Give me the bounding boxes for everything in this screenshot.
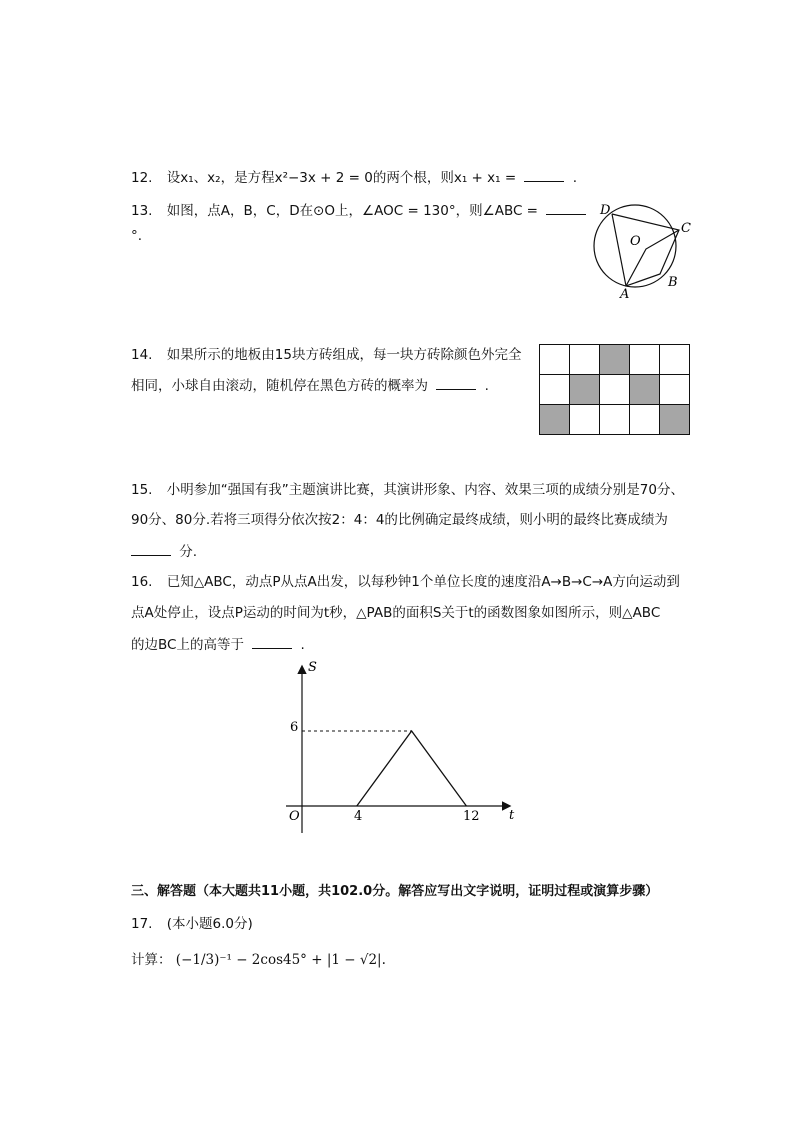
x-tick-12: 12	[463, 809, 480, 824]
question-14-line-2	[131, 374, 489, 394]
question-text: 设x₁、x₂，是方程x²−3x + 2 = 0的两个根，则x₁ + x₁ =	[166, 170, 517, 186]
question-12	[131, 166, 577, 186]
tile-dark	[660, 405, 690, 435]
question-16-line-2: 点A处停止，设点P运动的时间为t秒，△PAB的面积S关于t的函数图象如图所示，则△ABC	[131, 605, 661, 621]
question-line-3-text: 的边BC上的高等于	[131, 637, 244, 653]
tile-dark	[600, 345, 630, 375]
label-O: O	[630, 234, 641, 249]
question-tail: 分.	[179, 544, 198, 560]
question-score: (本小题6.0分)	[166, 916, 253, 932]
question-number: 17.	[131, 916, 153, 932]
answer-blank[interactable]	[436, 377, 476, 390]
answer-blank[interactable]	[252, 636, 292, 649]
x-tick-4: 4	[354, 809, 363, 824]
tile-light	[660, 345, 690, 375]
function-graph	[276, 655, 526, 835]
question-17	[131, 912, 253, 932]
tile-light	[600, 375, 630, 405]
tile-light	[570, 405, 600, 435]
label-C: C	[681, 221, 691, 236]
expression: (−1/3)⁻¹ − 2cos45° + |1 − √2|.	[175, 952, 386, 968]
expression-prefix: 计算：	[131, 952, 172, 968]
question-13-degree: °.	[131, 228, 143, 244]
tile-dark	[540, 405, 570, 435]
tile-light	[600, 405, 630, 435]
question-13	[131, 199, 590, 219]
question-line-2-text: 相同，小球自由滚动，随机停在黑色方砖的概率为	[131, 378, 428, 394]
series-line	[357, 731, 467, 806]
circle-figure	[590, 200, 700, 300]
question-tail: .	[572, 170, 578, 186]
question-14	[131, 343, 521, 363]
section-title: 三、解答题（本大题共11小题，共102.0分。解答应写出文字说明，证明过程或演算步骤）	[131, 884, 659, 899]
tile-light	[570, 345, 600, 375]
tile-grid	[538, 343, 692, 437]
question-15-line-3	[131, 540, 197, 560]
tile-dark	[630, 375, 660, 405]
tile-light	[630, 345, 660, 375]
question-16-line-3	[131, 633, 305, 653]
tile-light	[540, 375, 570, 405]
tile-light	[540, 345, 570, 375]
question-15	[131, 478, 684, 498]
question-16	[131, 570, 680, 590]
question-number: 16.	[131, 574, 153, 590]
answer-blank[interactable]	[546, 202, 586, 215]
question-line-1: 小明参加“强国有我”主题演讲比赛，其演讲形象、内容、效果三项的成绩分别是70分、	[166, 482, 684, 498]
question-line-1: 如果所示的地板由15块方砖组成，每一块方砖除颜色外完全	[166, 347, 522, 363]
y-tick-6: 6	[290, 720, 299, 735]
question-number: 12.	[131, 170, 153, 186]
question-line-1: 已知△ABC，动点P从点A出发，以每秒钟1个单位长度的速度沿A→B→C→A方向运动到	[166, 574, 680, 590]
answer-blank[interactable]	[524, 169, 564, 182]
question-17-expression	[131, 948, 386, 968]
question-tail: .	[484, 378, 489, 394]
question-number: 14.	[131, 347, 153, 363]
x-axis-label: t	[509, 808, 515, 823]
question-text: 如图，点A，B，C，D在⊙O上，∠AOC = 130°，则∠ABC =	[166, 203, 538, 219]
question-15-line-2: 90分、80分.若将三项得分依次按2：4：4的比例确定最终成绩，则小明的最终比赛成绩为	[131, 512, 668, 528]
y-axis-label: S	[308, 660, 317, 675]
answer-blank[interactable]	[131, 543, 171, 556]
tile-light	[660, 375, 690, 405]
label-A: A	[620, 287, 630, 300]
tile-dark	[570, 375, 600, 405]
question-number: 13.	[131, 203, 153, 219]
origin-label: O	[289, 809, 300, 824]
question-tail: .	[300, 637, 305, 653]
tile-light	[630, 405, 660, 435]
question-number: 15.	[131, 482, 153, 498]
label-D: D	[600, 203, 611, 218]
label-B: B	[668, 275, 678, 290]
